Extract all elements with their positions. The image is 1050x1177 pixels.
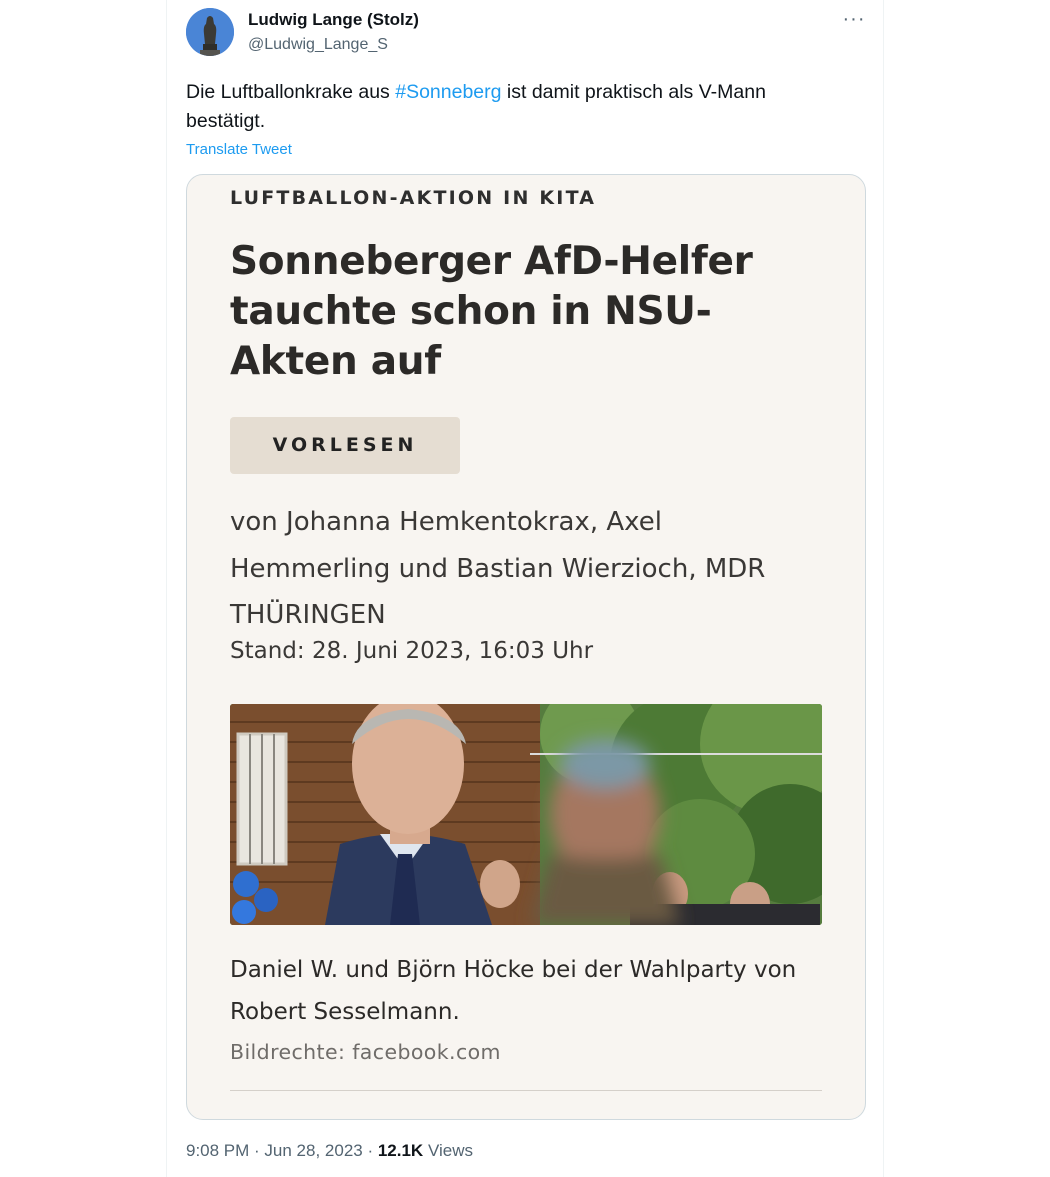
photo-illustration xyxy=(230,704,822,925)
meta-separator: · xyxy=(362,1141,378,1160)
tweet-text-start: Die Luftballonkrake aus xyxy=(186,81,396,103)
photo-caption: Daniel W. und Björn Höcke bei der Wahlparty von Robert Sesselmann. xyxy=(230,957,797,1025)
avatar[interactable] xyxy=(186,8,234,56)
views-count[interactable]: 12.1K xyxy=(377,1141,424,1160)
tweet-time[interactable]: 9:08 PM xyxy=(186,1141,250,1160)
tweet-meta xyxy=(186,1141,473,1161)
more-options-icon[interactable]: ··· xyxy=(842,8,866,30)
article-kicker: LUFTBALLON-AKTION IN KITA xyxy=(230,187,597,209)
article-headline: Sonneberger AfD-Helfer tauchte schon in NSU-Akten auf xyxy=(230,239,753,384)
views-label: Views xyxy=(423,1141,473,1160)
tweet-date[interactable]: Jun 28, 2023 xyxy=(264,1141,363,1160)
translate-tweet-link[interactable]: Translate Tweet xyxy=(186,141,292,158)
article-timestamp: Stand: 28. Juni 2023, 16:03 Uhr xyxy=(230,638,594,664)
tweet-text-end: ist damit praktisch als V-Mann bestätigt. xyxy=(186,81,766,132)
photo-credit: Bildrechte: facebook.com xyxy=(230,1040,501,1064)
read-aloud-button[interactable]: VORLESEN xyxy=(230,417,460,474)
divider xyxy=(230,1090,822,1091)
article-photo xyxy=(230,704,822,925)
tweet[interactable] xyxy=(166,0,884,1177)
article-byline: von Johanna Hemkentokrax, Axel Hemmerling und Bastian Wierzioch, MDR THÜRINGEN xyxy=(230,507,766,630)
article-screenshot[interactable] xyxy=(186,174,866,1120)
meta-separator: · xyxy=(249,1141,265,1160)
author-handle[interactable]: @Ludwig_Lange_S xyxy=(248,36,388,53)
author-name[interactable]: Ludwig Lange (Stolz) xyxy=(248,10,419,29)
statue-icon xyxy=(186,8,234,56)
hashtag-link[interactable]: #Sonneberg xyxy=(395,81,502,103)
tweet-text xyxy=(186,78,846,136)
